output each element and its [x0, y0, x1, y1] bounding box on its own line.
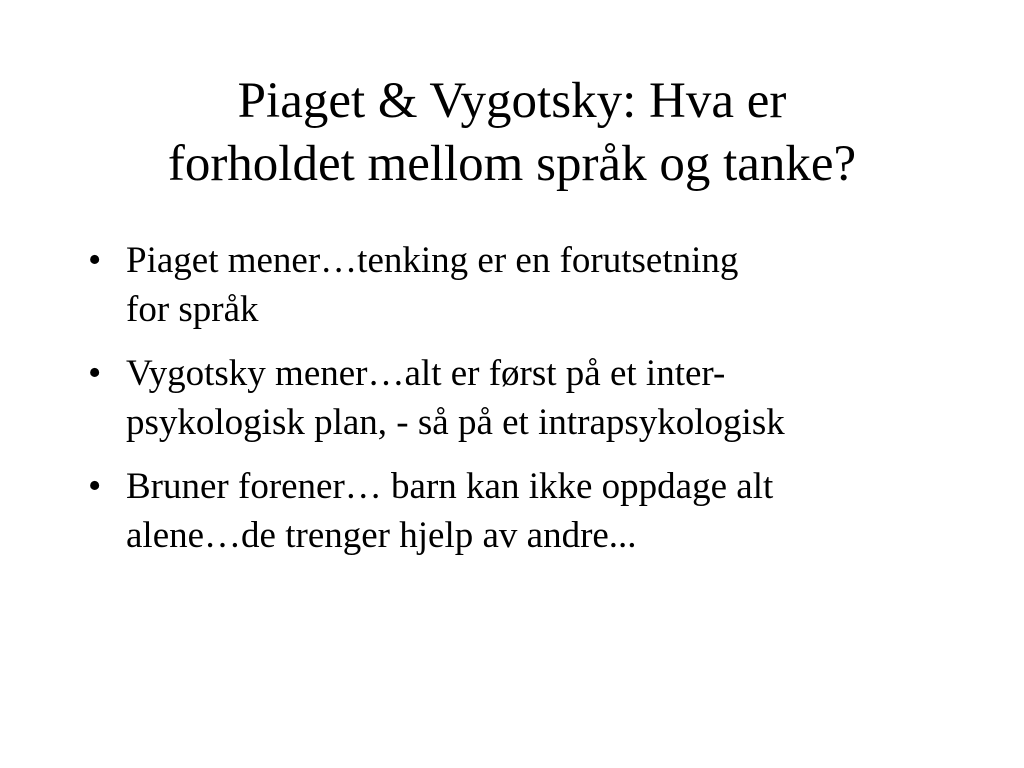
bullet-text: [126, 349, 988, 447]
bullet-text-line: Piaget mener…tenking er en forutsetning: [126, 240, 739, 281]
slide-title-line-2: forholdet mellom språk og tanke?: [167, 136, 857, 192]
bullet-text-line: Bruner forener… barn kan ikke oppdage alt: [126, 466, 774, 507]
slide-title-line-1: Piaget & Vygotsky: Hva er: [237, 73, 787, 129]
bullet-text: [126, 236, 988, 334]
bullet-item-piaget: [88, 236, 988, 334]
bullet-marker: •: [88, 465, 102, 507]
bullet-marker: •: [88, 352, 102, 394]
bullet-text-line: for språk: [126, 289, 259, 330]
bullet-marker: •: [88, 239, 102, 281]
bullet-text-line: psykologisk plan, - så på et intrapsykologisk: [126, 402, 785, 443]
slide-title: [60, 70, 964, 196]
bullet-text: [126, 462, 988, 560]
bullet-item-bruner: [88, 462, 988, 560]
bullet-item-vygotsky: [88, 349, 988, 447]
bullet-text-line: Vygotsky mener…alt er først på et inter-: [126, 353, 726, 394]
bullet-text-line: alene…de trenger hjelp av andre...: [126, 515, 637, 556]
bullet-list: [88, 236, 988, 575]
